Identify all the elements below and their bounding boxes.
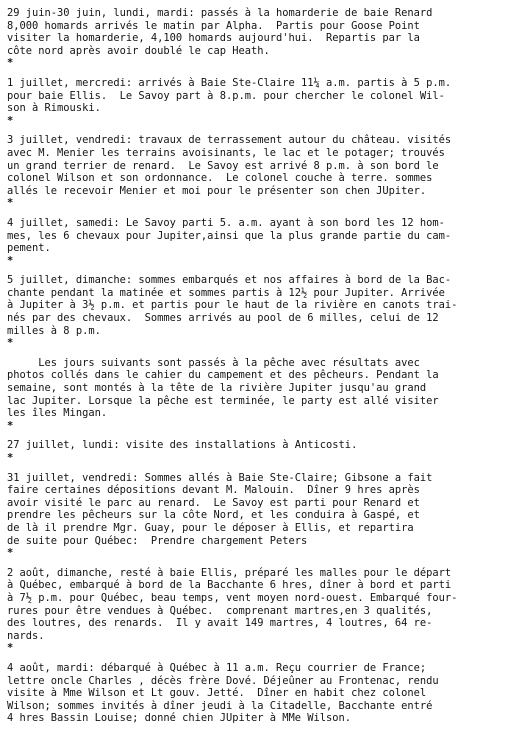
entry-separator: *: [7, 452, 14, 464]
entry-separator: *: [7, 642, 14, 655]
journal-entry-7: 31 juillet, vendredi: Sommes allés à Baie Ste-Claire; Gibsone a fait faire certaines dépositions devant M. Malouin. Dîner 9 hres après avoir visité le parc au renard. Le Savoy est parti pour Renard et prendre les pêcheurs sur la côte Nord, et les conduira à Gaspé, et de là il prendre Mgr. Guay, pour le déposer à Ellis, et repartira de suite pour Québec: Prendre chargement Peters: [7, 471, 433, 547]
entry-separator: *: [7, 419, 14, 432]
journal-entry-5: Les jours suivants sont passés à la pêche avec résultats avec photos collés dans le cahier du campement et des pêcheurs. Pendant la semaine, sont montés à la tête de la rivière Jupiter jusqu'au grand lac Jupiter. Lorsque la pêche est terminée, le party est allé visiter les îles Mingan.: [7, 356, 439, 420]
journal-entry-1: 1 juillet, mercredi: arrivés à Baie Ste-Claire 11¼ a.m. partis à 5 p.m. pour baie Ellis. Le Savoy part à 8.p.m. pour chercher le colonel Wil- son à Rimouski.: [7, 76, 452, 115]
journal-entry-6: 27 juillet, lundi: visite des installations à Anticosti.: [7, 439, 358, 452]
journal-entry-8: 2 août, dimanche, resté à baie Ellis, préparé les malles pour le départ à Québec, embarqué à bord de la Bacchante 6 hres, dîner à bord et parti à 7½ p.m. pour Québec, beau temps, vent moyen nord-ouest. Embarqué four- rures pour être vendues à Québec. comprenant martres,en 3 qualités, des loutres, des renards. Il y avait 149 martres, 4 loutres, 64 re- nards.: [7, 566, 458, 642]
journal-entry-4: 5 juillet, dimanche: sommes embarqués et nos affaires à bord de la Bac- chante pendant la matinée et sommes partis à 12½ pour Jupiter. Arrivée à Jupiter à 3½ p.m. et partis pour le haut de la rivière en canots trai- nés par des chevaux. Sommes arrivés au pool de 6 milles, celui de 12 milles à 8 p.m.: [7, 274, 458, 337]
entry-separator: *: [7, 547, 14, 560]
entry-separator: *: [7, 114, 14, 127]
entry-separator: *: [7, 57, 14, 70]
journal-entry-3: 4 juillet, samedi: Le Savoy parti 5. a.m. ayant à son bord les 12 hom- mes, les 6 chevaux pour Jupiter,ainsi que la plus grande partie du cam- pement.: [7, 216, 452, 255]
journal-entry-0: 29 juin-30 juin, lundi, mardi: passés à la homarderie de baie Renard 8,000 homards arrivés le matin par Alpha. Partis pour Goose Point visiter la homarderie, 4,100 homards aujourd'hui. Repartis par la côte nord après avoir doublé le cap Heath.: [7, 7, 433, 57]
journal-entry-9: 4 août, mardi: débarqué à Québec à 11 a.m. Reçu courrier de France; lettre oncle Charles , décès frère Dové. Déjeûner au Frontenac, rendu visite à Mme Wilson et Lt gouv. Jetté. Dîner en habit chez colonel Wilson; sommes invités à dîner jeudi à la Citadelle, Bacchante entré 4 hres Bassin Louise; donné chien JUpiter à MMe Wilson.: [7, 661, 439, 725]
entry-separator: *: [7, 254, 14, 267]
entry-separator: *: [7, 197, 14, 210]
entry-separator: *: [7, 337, 14, 350]
journal-entry-2: 3 juillet, vendredi: travaux de terrassement autour du château. visités avec M. Menier les terrains avoisinants, le lac et le potager; trouvés un grand terrier de renard. Le Savoy est arrivé 8 p.m. à son bord le colonel Wilson et son ordonnance. Le colonel couche à terre. sommes allés le recevoir Menier et moi pour le présenter son chen JUpiter.: [7, 134, 452, 197]
